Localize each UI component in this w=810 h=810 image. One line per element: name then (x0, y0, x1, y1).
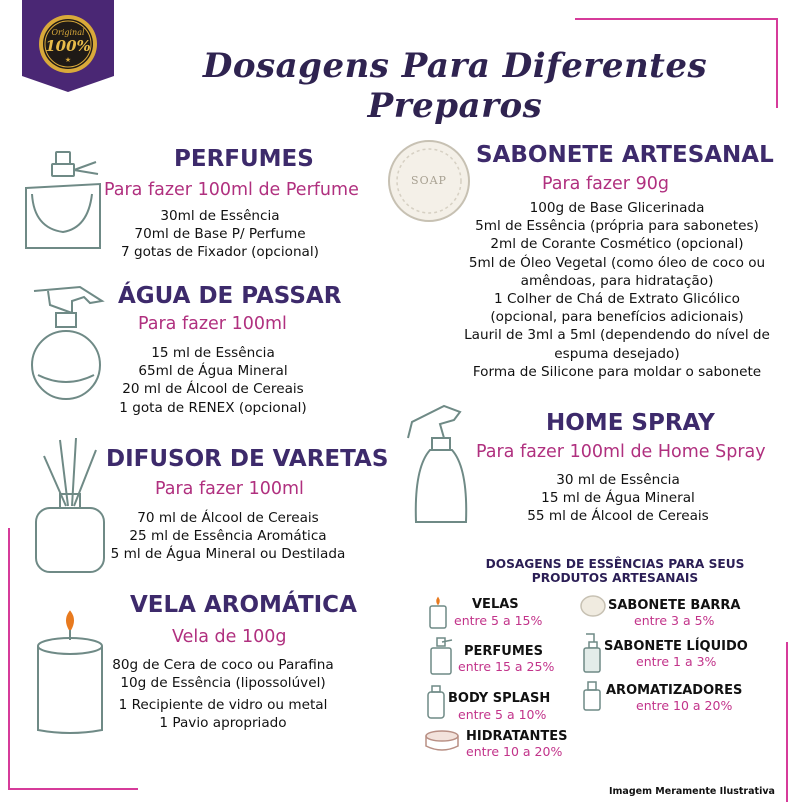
badge-top-text: Original (51, 28, 85, 37)
dosagem-range-body-splash: entre 5 a 10% (458, 707, 547, 722)
frame-line-left (8, 528, 10, 790)
dosagem-range-hidratantes: entre 10 a 20% (466, 744, 563, 759)
perfumes-lines (100, 207, 340, 262)
agua-title: ÁGUA DE PASSAR (118, 283, 342, 309)
sabonete-line: Forma de Silicone para moldar o sabonete (472, 363, 762, 380)
agua-line: 15 ml de Essência (151, 345, 275, 361)
soap-label: SOAP (411, 174, 447, 187)
perfumes-line: 30ml de Essência (160, 208, 280, 224)
vela-subtitle: Vela de 100g (172, 627, 287, 647)
dosagem-name-aromatizadores: AROMATIZADORES (606, 683, 743, 698)
vela-lines-b (100, 696, 346, 732)
frame-line-bottom (8, 788, 138, 790)
difusor-subtitle: Para fazer 100ml (155, 479, 304, 499)
homespray-line: 55 ml de Álcool de Cereais (527, 508, 709, 525)
homespray-lines (500, 471, 736, 526)
agua-line: 20 ml de Álcool de Cereais (122, 381, 304, 398)
reed-diffuser-icon (30, 436, 110, 574)
mini-cream-jar-icon (422, 728, 462, 754)
sabonete-line: amêndoas, para hidratação) (520, 272, 714, 289)
page-title: Dosagens Para Diferentes Preparos (202, 46, 708, 126)
perfumes-title: PERFUMES (174, 146, 314, 172)
candle-jar-icon (34, 608, 106, 736)
agua-lines (98, 344, 328, 417)
dosagens-title (450, 558, 780, 585)
dosagem-name-velas: VELAS (472, 597, 519, 612)
homespray-line: 15 ml de Água Mineral (541, 490, 695, 507)
mini-perfume-icon (428, 636, 454, 676)
mini-body-splash-icon (426, 684, 446, 720)
footer-note: Imagem Meramente Ilustrativa (609, 786, 775, 797)
homespray-title: HOME SPRAY (546, 410, 715, 436)
agua-subtitle: Para fazer 100ml (138, 314, 287, 334)
dosagens-title-line: PRODUTOS ARTESANAIS (531, 570, 699, 585)
dosagem-range-aromatizadores: entre 10 a 20% (636, 698, 733, 713)
sabonete-line: 100g de Base Glicerinada (529, 200, 705, 216)
difusor-line: 5 ml de Água Mineral ou Destilada (110, 546, 346, 563)
sabonete-line: 1 Colher de Chá de Extrato Glicólico (494, 291, 740, 308)
mini-candle-icon (428, 596, 448, 630)
vela-line: 80g de Cera de coco ou Parafina (112, 657, 334, 673)
perfumes-subtitle: Para fazer 100ml de Perfume (104, 180, 359, 200)
vela-line: 1 Recipiente de vidro ou metal (118, 697, 328, 713)
difusor-lines (100, 509, 356, 564)
dosagem-range-sabonete-barra: entre 3 a 5% (634, 613, 715, 628)
difusor-line: 70 ml de Álcool de Cereais (137, 510, 319, 526)
sabonete-line: 2ml de Corante Cosmético (opcional) (490, 236, 744, 253)
frame-line-right (776, 18, 778, 108)
sabonete-line: 5ml de Óleo Vegetal (como óleo de coco ou (468, 254, 766, 271)
mini-soap-icon (580, 595, 606, 617)
vela-lines-a (100, 656, 346, 692)
dosagem-range-velas: entre 5 a 15% (454, 613, 543, 628)
sabonete-title: SABONETE ARTESANAL (476, 142, 774, 168)
sabonete-line: 5ml de Essência (própria para sabonetes) (475, 218, 759, 235)
difusor-title: DIFUSOR DE VARETAS (106, 446, 389, 472)
dosagem-name-body-splash: BODY SPLASH (448, 691, 551, 706)
sabonete-line: (opcional, para benefícios adicionais) (490, 309, 744, 326)
dosagem-name-sabonete-barra: SABONETE BARRA (608, 598, 741, 613)
dosagem-range-sabonete-liquido: entre 1 a 3% (636, 654, 717, 669)
perfumes-line: 70ml de Base P/ Perfume (134, 226, 306, 243)
perfumes-line: 7 gotas de Fixador (opcional) (121, 244, 319, 261)
vela-title: VELA AROMÁTICA (130, 592, 357, 618)
original-badge (22, 0, 114, 92)
difusor-line: 25 ml de Essência Aromática (129, 528, 327, 545)
homespray-subtitle: Para fazer 100ml de Home Spray (476, 442, 766, 462)
mini-aromatizador-icon (582, 680, 602, 712)
dosagem-name-hidratantes: HIDRATANTES (466, 729, 568, 744)
badge-main-text: 100% (45, 37, 91, 55)
sabonete-line: espuma desejado) (554, 345, 680, 362)
dosagens-title-line: DOSAGENS DE ESSÊNCIAS PARA SEUS (485, 557, 745, 571)
spray-bottle-icon (404, 402, 474, 526)
spray-round-bottle-icon (28, 283, 108, 405)
homespray-line: 30 ml de Essência (556, 472, 680, 488)
agua-line: 65ml de Água Mineral (138, 363, 288, 380)
sabonete-lines (432, 199, 802, 381)
mini-liquid-soap-icon (582, 630, 602, 674)
dosagem-name-perfumes: PERFUMES (464, 644, 544, 659)
sabonete-line: Lauril de 3ml a 5ml (dependendo do nível de (464, 327, 770, 344)
agua-line: 1 gota de RENEX (opcional) (119, 399, 307, 416)
frame-line-top (575, 18, 778, 20)
frame-line-right-bottom (786, 642, 788, 802)
dosagem-name-sabonete-liquido: SABONETE LÍQUIDO (604, 639, 748, 654)
perfume-bottle-icon (18, 148, 108, 252)
dosagem-range-perfumes: entre 15 a 25% (458, 659, 555, 674)
vela-line: 10g de Essência (lipossolúvel) (120, 675, 326, 692)
sabonete-subtitle: Para fazer 90g (542, 174, 669, 194)
vela-line: 1 Pavio apropriado (159, 715, 287, 732)
badge-star-icon: ★ (64, 56, 72, 64)
